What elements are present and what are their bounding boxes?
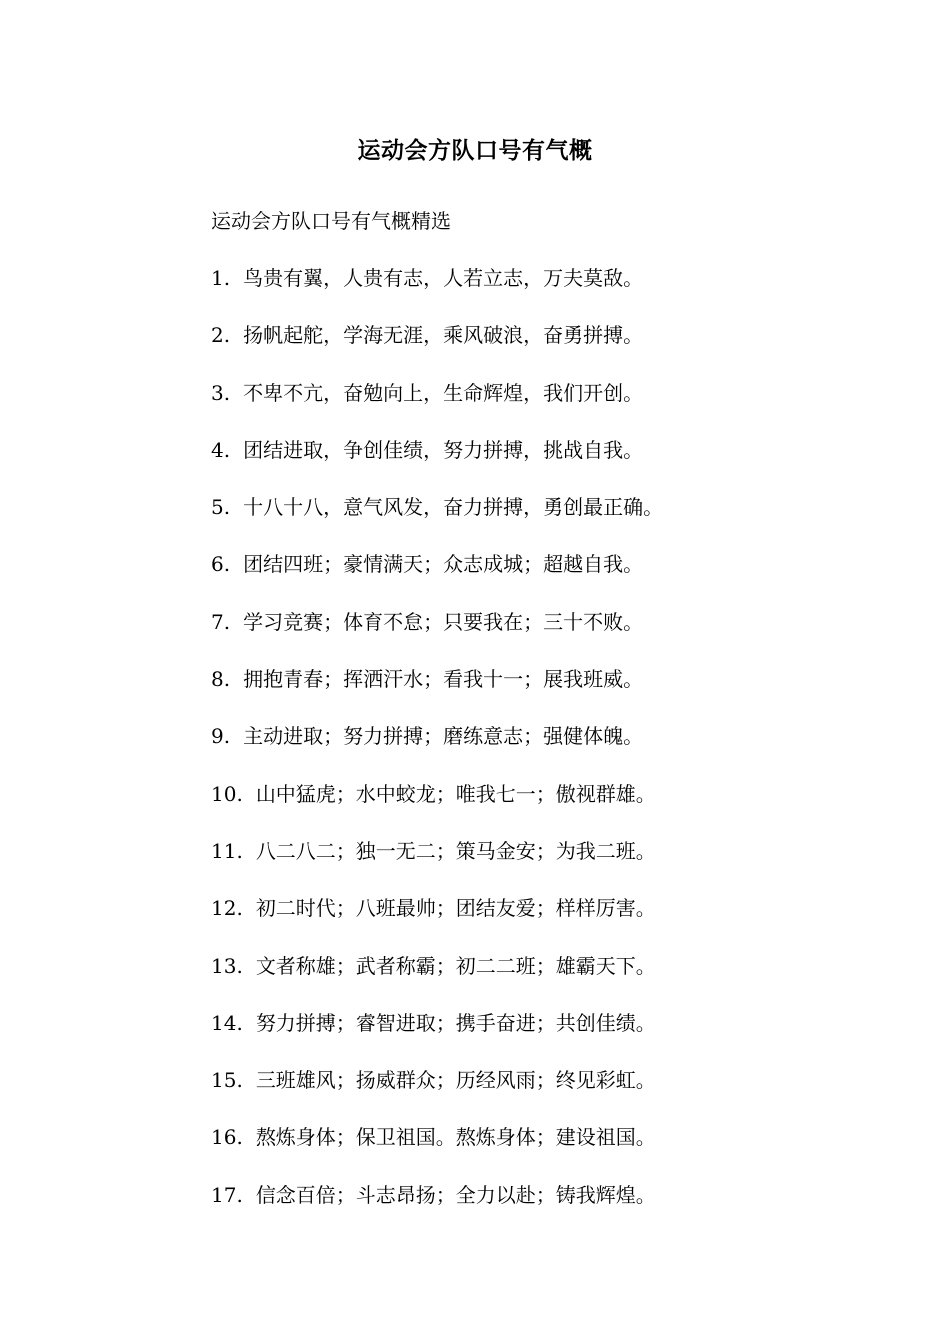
list-item	[211, 835, 663, 892]
list-item	[211, 892, 663, 949]
list-item-text: 信念百倍；斗志昂扬；全力以赴；铸我辉煌。	[255, 1182, 656, 1207]
list-item-text: 八二八二；独一无二；策马金安；为我二班。	[255, 838, 656, 863]
list-item-number: 14.	[211, 1010, 243, 1035]
list-item-number: 1.	[211, 266, 231, 290]
list-item	[211, 778, 663, 835]
list-item-text: 团结进取，争创佳绩，努力拼搏，挑战自我。	[243, 437, 644, 462]
list-item	[211, 434, 663, 491]
list-item-number: 5.	[211, 495, 231, 520]
list-item-text: 文者称雄；武者称霸；初二二班；雄霸天下。	[255, 953, 656, 978]
list-item	[211, 491, 663, 548]
list-item-text: 十八十八，意气风发，奋力拼搏，勇创最正确。	[243, 495, 664, 520]
list-item-text: 学习竞赛；体育不怠；只要我在；三十不败。	[243, 609, 644, 634]
list-item	[211, 606, 663, 663]
list-item-text: 扬帆起舵，学海无涯，乘风破浪，奋勇拼搏。	[243, 323, 644, 348]
list-item-number: 17.	[211, 1182, 243, 1207]
list-item-number: 3.	[211, 380, 231, 405]
list-item-number: 12.	[211, 896, 243, 921]
list-item	[211, 548, 663, 605]
list-item	[211, 1007, 663, 1064]
list-item-number: 7.	[211, 609, 231, 634]
document-subtitle: 运动会方队口号有气概精选	[211, 209, 451, 233]
list-item	[211, 319, 663, 376]
list-item	[211, 377, 663, 434]
list-item-number: 2.	[211, 323, 231, 348]
list-item-number: 4.	[211, 437, 231, 462]
list-item-text: 主动进取；努力拼搏；磨练意志；强健体魄。	[243, 724, 644, 749]
list-item-text: 团结四班；豪情满天；众志成城；超越自我。	[243, 552, 644, 577]
list-item	[211, 1179, 663, 1236]
list-item-text: 熬炼身体；保卫祖国。熬炼身体；建设祖国。	[255, 1125, 656, 1150]
list-item-number: 13.	[211, 953, 243, 978]
list-item	[211, 720, 663, 777]
list-item	[211, 1121, 663, 1178]
list-item-number: 10.	[211, 781, 243, 806]
list-item	[211, 262, 663, 319]
list-item-number: 15.	[211, 1068, 243, 1093]
list-item-text: 山中猛虎；水中蛟龙；唯我七一；傲视群雄。	[255, 781, 656, 806]
list-item-text: 初二时代；八班最帅；团结友爱；样样厉害。	[255, 896, 656, 921]
list-item-text: 鸟贵有翼，人贵有志，人若立志，万夫莫敌。	[243, 266, 644, 290]
list-item-text: 努力拼搏；睿智进取；携手奋进；共创佳绩。	[255, 1010, 656, 1035]
list-item-text: 三班雄风；扬威群众；历经风雨；终见彩虹。	[255, 1068, 656, 1093]
list-item-text: 拥抱青春；挥洒汗水；看我十一；展我班威。	[243, 667, 644, 692]
slogan-list	[211, 262, 663, 1236]
list-item	[211, 663, 663, 720]
list-item-number: 8.	[211, 667, 231, 692]
list-item	[211, 1064, 663, 1121]
list-item-number: 16.	[211, 1125, 243, 1150]
list-item-text: 不卑不亢，奋勉向上，生命辉煌，我们开创。	[243, 380, 644, 405]
document-title: 运动会方队口号有气概	[357, 137, 593, 164]
list-item-number: 11.	[211, 838, 243, 863]
list-item-number: 6.	[211, 552, 231, 577]
list-item	[211, 950, 663, 1007]
list-item-number: 9.	[211, 724, 231, 749]
